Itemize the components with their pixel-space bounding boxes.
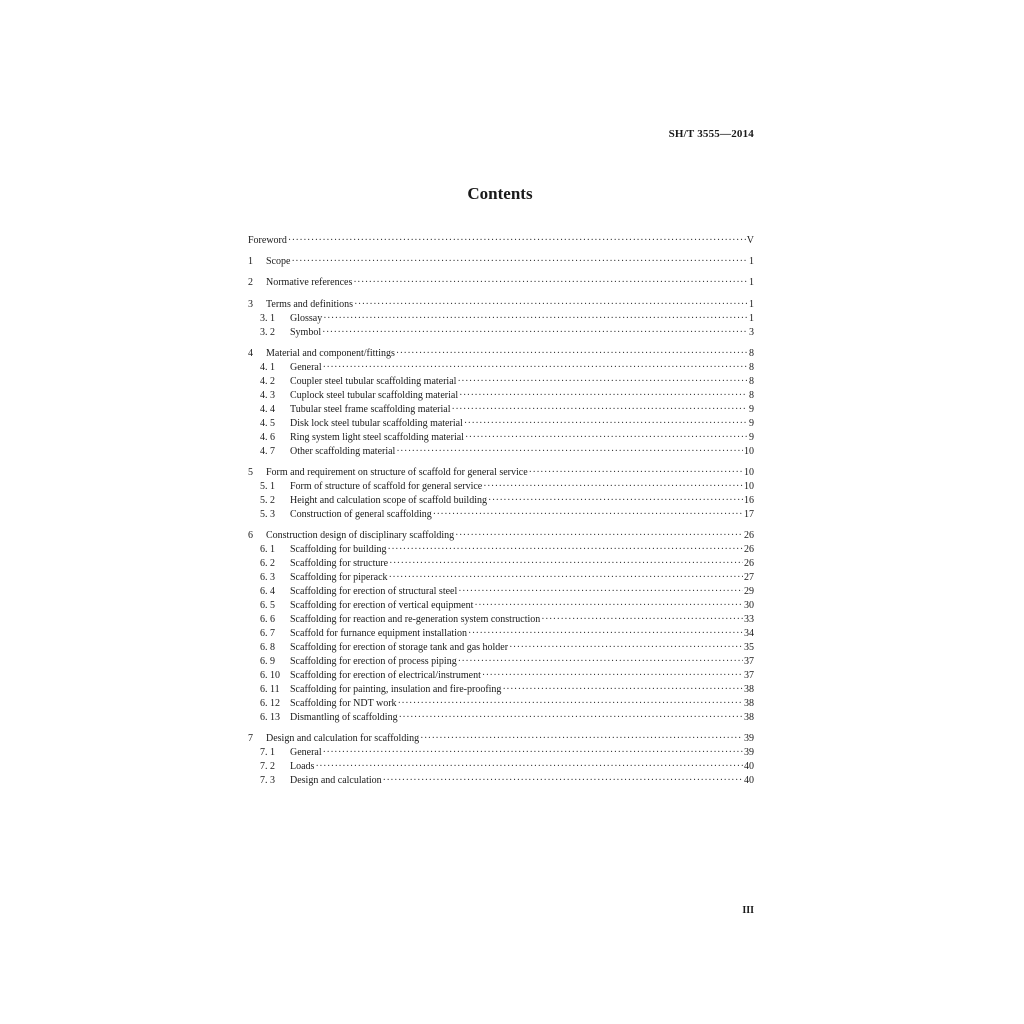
toc-entry-label: Scaffolding for piperack: [290, 572, 388, 584]
toc-entry-page: 40: [744, 761, 754, 773]
toc-entry-number: 4. 2: [260, 375, 275, 387]
toc-entry-number: 4. 3: [260, 389, 275, 401]
toc-entry-page: 1: [749, 298, 754, 310]
toc-entry-page: 9: [749, 403, 754, 415]
toc-leader-dots: [509, 641, 743, 655]
toc-entry-label: Ring system light steel scaffolding material: [290, 431, 464, 443]
toc-leader-dots: [323, 312, 747, 326]
toc-entry-page: 9: [749, 417, 754, 429]
toc-entry[interactable]: [248, 276, 754, 290]
toc-entry[interactable]: [248, 711, 754, 725]
toc-entry[interactable]: [248, 480, 754, 494]
toc-entry-page: 1: [749, 277, 754, 289]
toc-entry-page: 38: [744, 698, 754, 710]
toc-leader-dots: [398, 697, 743, 711]
toc-entry[interactable]: [248, 655, 754, 669]
toc-entry-number: 1: [248, 256, 253, 268]
toc-entry-label: Terms and definitions: [266, 298, 354, 310]
toc-leader-dots: [420, 732, 743, 746]
toc-entry[interactable]: [248, 508, 754, 522]
toc-entry-label: Scaffolding for reaction and re-generation system construction: [290, 614, 541, 626]
toc-entry[interactable]: [248, 298, 754, 312]
toc-entry-page: 34: [744, 628, 754, 640]
toc-entry-number: 7. 1: [260, 747, 275, 759]
toc-entry-label: Form of structure of scaffold for general service: [290, 480, 483, 492]
toc-entry-label: Glossay: [290, 312, 323, 324]
toc-leader-dots: [323, 361, 747, 375]
toc-entry-number: 6. 10: [260, 670, 280, 682]
toc-entry[interactable]: [248, 361, 754, 375]
toc-entry-label: Symbol: [290, 326, 322, 338]
toc-entry-page: 8: [749, 389, 754, 401]
toc-entry-page: 1: [749, 256, 754, 268]
toc-entry[interactable]: [248, 543, 754, 557]
toc-entry-label: Form and requirement on structure of scaffold for general service: [266, 466, 528, 478]
toc-entry-label: General: [290, 747, 322, 759]
toc-leader-dots: [483, 480, 743, 494]
toc-entry-page: 37: [744, 656, 754, 668]
toc-leader-dots: [458, 655, 743, 669]
toc-leader-dots: [468, 627, 743, 641]
toc-entry-page: 30: [744, 600, 754, 612]
toc-entry[interactable]: [248, 641, 754, 655]
toc-leader-dots: [502, 683, 743, 697]
toc-leader-dots: [396, 347, 747, 361]
toc-entry[interactable]: [248, 557, 754, 571]
toc-entry-page: 10: [744, 466, 754, 478]
toc-leader-dots: [465, 431, 747, 445]
toc-entry-label: Scaffolding for structure: [290, 558, 389, 570]
toc-entry-page: 3: [749, 326, 754, 338]
toc-entry-number: 6. 13: [260, 712, 280, 724]
toc-entry[interactable]: [248, 234, 754, 248]
toc-entry-number: 4: [248, 347, 253, 359]
toc-entry-page: 17: [744, 508, 754, 520]
toc-entry-label: Normative references: [266, 277, 353, 289]
toc-entry-page: 16: [744, 494, 754, 506]
toc-entry[interactable]: [248, 585, 754, 599]
toc-entry[interactable]: [248, 760, 754, 774]
toc-entry-number: 2: [248, 277, 253, 289]
toc-entry[interactable]: [248, 683, 754, 697]
toc-entry-page: 39: [744, 733, 754, 745]
toc-entry-page: 9: [749, 431, 754, 443]
toc-entry-number: 4. 6: [260, 431, 275, 443]
toc-entry-label: Scaffold for furnance equipment installation: [290, 628, 467, 640]
toc-entry[interactable]: [248, 403, 754, 417]
toc-entry-label: Cuplock steel tubular scaffolding material: [290, 389, 459, 401]
toc-entry-number: 5. 1: [260, 480, 275, 492]
toc-entry-number: 3. 1: [260, 312, 275, 324]
toc-entry-number: 6. 3: [260, 572, 275, 584]
toc-entry-number: 4. 4: [260, 403, 275, 415]
toc-entry-number: 6. 8: [260, 642, 275, 654]
toc-entry[interactable]: [248, 746, 754, 760]
toc-entry-label: Construction of general scaffolding: [290, 508, 432, 520]
toc-entry-page: 37: [744, 670, 754, 682]
toc-leader-dots: [387, 543, 743, 557]
toc-entry-page: 8: [749, 347, 754, 359]
toc-leader-dots: [541, 613, 743, 627]
toc-entry-number: 6. 12: [260, 698, 280, 710]
toc-entry[interactable]: [248, 732, 754, 746]
toc-entry-label: Scaffolding for building: [290, 544, 387, 556]
toc-entry-number: 6. 4: [260, 586, 275, 598]
toc-entry-page: 38: [744, 684, 754, 696]
toc-entry-page: 26: [744, 544, 754, 556]
toc-leader-dots: [458, 585, 743, 599]
toc-entry-page: 26: [744, 530, 754, 542]
toc-entry[interactable]: [248, 417, 754, 431]
toc-entry-page: 26: [744, 558, 754, 570]
toc-entry-number: 6. 11: [260, 684, 280, 696]
toc-entry-label: Foreword: [248, 235, 287, 246]
toc-entry-number: 6. 1: [260, 544, 275, 556]
toc-entry[interactable]: [248, 312, 754, 326]
toc-entry-number: 6. 9: [260, 656, 275, 668]
document-code: SH/T 3555—2014: [668, 128, 754, 140]
toc-entry-page: 10: [744, 480, 754, 492]
toc-entry-page: 38: [744, 712, 754, 724]
toc-entry[interactable]: [248, 375, 754, 389]
toc-leader-dots: [457, 375, 747, 389]
toc-entry-label: Coupler steel tubular scaffolding material: [290, 375, 457, 387]
toc-entry[interactable]: [248, 599, 754, 613]
toc-entry-number: 5: [248, 466, 253, 478]
toc-entry-number: 7. 2: [260, 761, 275, 773]
toc-entry[interactable]: [248, 669, 754, 683]
toc-entry[interactable]: [248, 494, 754, 508]
toc-leader-dots: [452, 403, 747, 417]
toc-entry[interactable]: [248, 529, 754, 543]
toc-entry-page: 33: [744, 614, 754, 626]
toc-leader-dots: [389, 557, 743, 571]
toc-entry-number: 7: [248, 733, 253, 745]
toc-entry[interactable]: [248, 613, 754, 627]
toc-entry-number: 6. 6: [260, 614, 275, 626]
toc-entry-number: 3. 2: [260, 326, 275, 338]
toc-entry-label: Design and calculation: [290, 775, 382, 787]
toc-leader-dots: [488, 494, 743, 508]
toc-entry-page: 40: [744, 775, 754, 787]
toc-entry-page: 1: [749, 312, 754, 324]
table-of-contents: [248, 234, 754, 788]
toc-leader-dots: [399, 711, 743, 725]
toc-entry-page: V: [746, 235, 754, 246]
toc-entry[interactable]: [248, 774, 754, 788]
toc-leader-dots: [315, 760, 743, 774]
toc-leader-dots: [482, 669, 743, 683]
toc-entry[interactable]: [248, 571, 754, 585]
toc-leader-dots: [389, 571, 743, 585]
toc-entry-page: 8: [749, 361, 754, 373]
toc-leader-dots: [322, 326, 747, 340]
toc-entry-label: Construction design of disciplinary scaffolding: [266, 530, 455, 542]
toc-entry-label: Scaffolding for NDT work: [290, 698, 397, 710]
toc-leader-dots: [455, 529, 743, 543]
toc-leader-dots: [464, 417, 747, 431]
toc-entry[interactable]: [248, 697, 754, 711]
toc-leader-dots: [383, 774, 743, 788]
page-number: III: [742, 905, 754, 916]
toc-entry-label: General: [290, 361, 322, 373]
toc-leader-dots: [354, 298, 747, 312]
toc-leader-dots: [529, 466, 743, 480]
toc-entry-number: 3: [248, 298, 253, 310]
toc-leader-dots: [353, 276, 747, 290]
toc-entry-label: Height and calculation scope of scaffold building: [290, 494, 487, 506]
toc-entry[interactable]: [248, 431, 754, 445]
toc-entry-label: Scaffolding for erection of storage tank and gas holder: [290, 642, 509, 654]
toc-entry[interactable]: [248, 389, 754, 403]
toc-entry-number: 5. 2: [260, 494, 275, 506]
toc-entry-page: 39: [744, 747, 754, 759]
toc-entry-number: 4. 5: [260, 417, 275, 429]
toc-leader-dots: [291, 255, 747, 269]
toc-entry-label: Disk lock steel tubular scaffolding material: [290, 417, 463, 429]
toc-leader-dots: [323, 746, 743, 760]
toc-entry-label: Tubular steel frame scaffolding material: [290, 403, 451, 415]
toc-entry-number: 4. 1: [260, 361, 275, 373]
toc-entry-label: Scaffolding for erection of electrical/instrument: [290, 670, 481, 682]
toc-entry-number: 6. 2: [260, 558, 275, 570]
toc-entry-label: Material and component/fittings: [266, 347, 395, 359]
toc-entry-number: 5. 3: [260, 508, 275, 520]
toc-entry[interactable]: [248, 627, 754, 641]
toc-entry-page: 27: [744, 572, 754, 584]
toc-entry[interactable]: [248, 255, 754, 269]
toc-entry-page: 10: [744, 445, 754, 457]
toc-entry[interactable]: [248, 445, 754, 459]
toc-entry[interactable]: [248, 466, 754, 480]
toc-entry-number: 4. 7: [260, 445, 275, 457]
toc-entry-label: Scaffolding for erection of structural steel: [290, 586, 458, 598]
toc-entry-number: 6. 7: [260, 628, 275, 640]
toc-leader-dots: [474, 599, 743, 613]
toc-entry-label: Scope: [266, 256, 291, 268]
toc-entry-number: 6: [248, 530, 253, 542]
toc-entry-label: Loads: [290, 761, 315, 773]
toc-leader-dots: [288, 234, 746, 248]
toc-entry-page: 35: [744, 642, 754, 654]
toc-leader-dots: [396, 445, 743, 459]
toc-entry-page: 29: [744, 586, 754, 598]
toc-entry-number: 6. 5: [260, 600, 275, 612]
toc-entry-label: Scaffolding for erection of vertical equipment: [290, 600, 474, 612]
toc-entry-label: Scaffolding for painting, insulation and fire-proofing: [290, 684, 502, 696]
toc-leader-dots: [433, 508, 743, 522]
toc-entry-label: Dismantling of scaffolding: [290, 712, 398, 724]
toc-entry-number: 7. 3: [260, 775, 275, 787]
toc-entry-label: Scaffolding for erection of process piping: [290, 656, 457, 668]
toc-entry-page: 8: [749, 375, 754, 387]
toc-entry[interactable]: [248, 326, 754, 340]
toc-leader-dots: [459, 389, 747, 403]
toc-entry[interactable]: [248, 347, 754, 361]
page-title: Contents: [467, 184, 533, 203]
toc-entry-label: Design and calculation for scaffolding: [266, 733, 420, 745]
toc-entry-label: Other scaffolding material: [290, 445, 396, 457]
